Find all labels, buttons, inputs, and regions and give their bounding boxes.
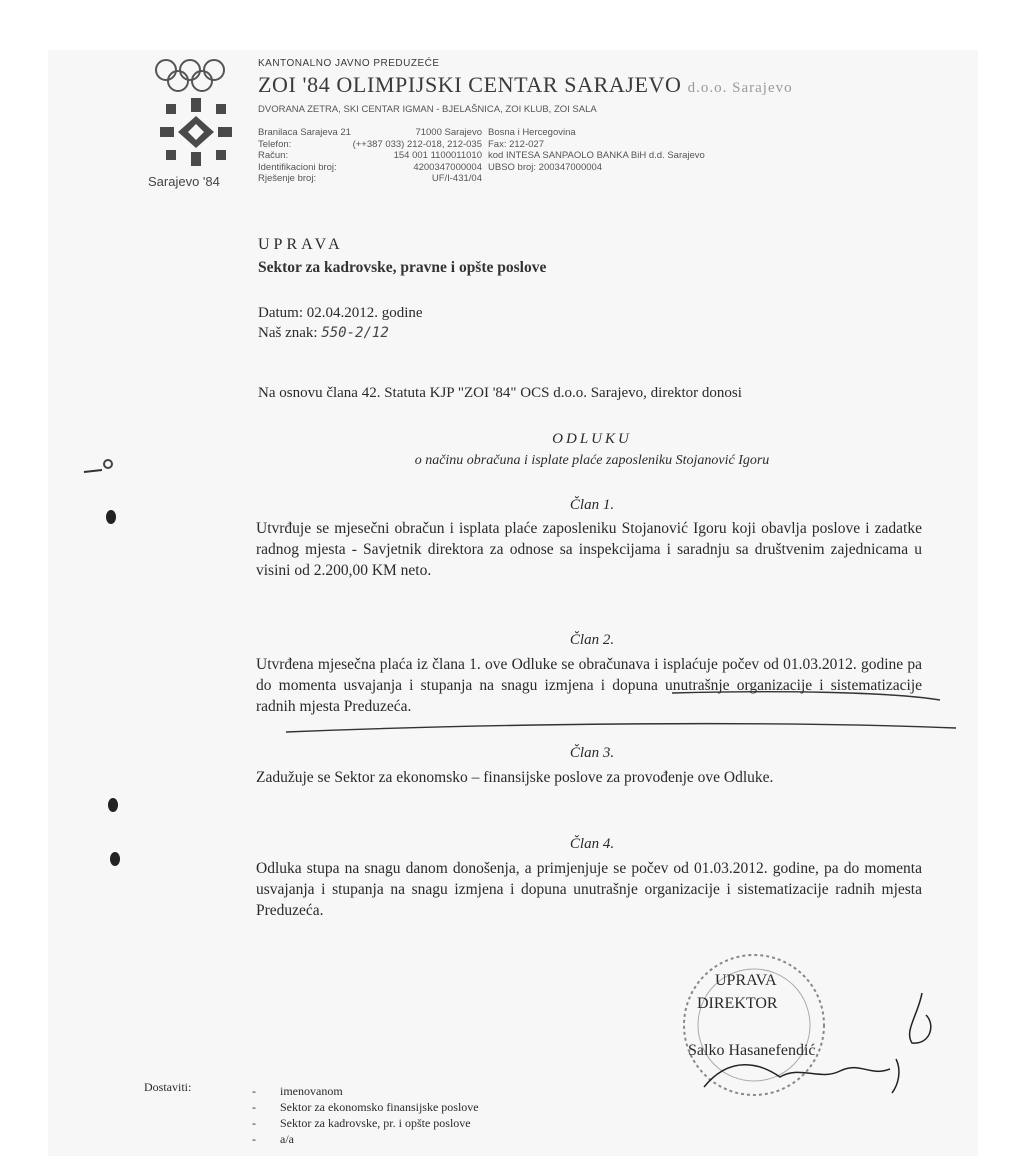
handwritten-signature: [690, 985, 950, 1100]
contact-row: Račun: 154 001 1100011010: [258, 150, 482, 162]
article-1-text: Utvrđuje se mjesečni obračun i isplata plaće zaposleniku Stojanović Igoru koji obavlja poslove i zadatke radnog mjesta - Savjetnik direktora za odnose sa inspekcijama i saradnju sa društvenim zajednicama u visini od 2.200,00 KM neto.: [256, 520, 922, 579]
contact-line: kod INTESA SANPAOLO BANKA BiH d.d. Sarajevo: [488, 150, 705, 162]
list-item: - Sektor za ekonomsko finansijske poslove: [252, 1100, 479, 1114]
contact-line: UBSO broj: 200347000004: [488, 161, 603, 173]
company-type: KANTONALNO JAVNO PREDUZEĆE: [258, 58, 440, 69]
punch-hole: [108, 798, 118, 812]
preamble: Na osnovu člana 42. Statuta KJP "ZOI '84" OCS d.o.o. Sarajevo, direktor donosi: [258, 385, 742, 401]
company-legal-form: d.o.o. Sarajevo: [687, 80, 793, 96]
pen-underline: [280, 684, 960, 740]
list-item: - Sektor za kadrovske, pr. i opšte poslove: [252, 1116, 471, 1130]
binder-mark: [82, 450, 122, 480]
contact-row: Telefon: (++387 033) 212-018, 212-035: [258, 138, 482, 150]
olympic-rings-logo: [152, 56, 232, 96]
sarajevo-84-emblem-icon: [158, 96, 234, 168]
stamp-role: DIREKTOR: [697, 995, 778, 1012]
contact-row: Rješenje broj: UF/I-431/04: [258, 173, 482, 185]
company-venues: DVORANA ZETRA, SKI CENTAR IGMAN - BJELAŠNICA, ZOI KLUB, ZOI SALA: [258, 104, 597, 115]
company-name-main: ZOI '84 OLIMPIJSKI CENTAR SARAJEVO: [258, 72, 682, 97]
document-meta: [258, 303, 423, 343]
contact-line: Fax: 212-027: [488, 138, 544, 150]
reference-label: Naš znak:: [258, 325, 318, 341]
contact-row: Branilaca Sarajeva 21 71000 Sarajevo: [258, 127, 482, 138]
reference-number: [258, 323, 423, 343]
article-2-title: Član 2.: [569, 632, 615, 648]
contact-block-left: [258, 127, 482, 185]
contact-block-right: [488, 127, 705, 173]
list-item: - imenovanom: [252, 1084, 343, 1098]
department-sector: Sektor za kadrovske, pravne i opšte poslove: [258, 259, 547, 276]
punch-hole: [106, 510, 116, 524]
distribution-label: Dostaviti:: [144, 1080, 192, 1094]
article-1-title: Član 1.: [569, 497, 615, 513]
decision-title: ODLUKU: [552, 431, 632, 447]
list-item: - a/a: [252, 1132, 294, 1146]
punch-hole: [110, 852, 120, 866]
contact-row: Identifikacioni broj: 4200347000004: [258, 161, 482, 173]
document-date: Datum: 02.04.2012. godine: [258, 305, 423, 321]
distribution-list: [252, 1083, 479, 1147]
contact-line: Bosna i Hercegovina: [488, 127, 576, 138]
decision-subtitle: o načinu obračuna i isplate plaće zaposleniku Stojanović Igoru: [414, 453, 770, 468]
article-3-text: Zadužuje se Sektor za ekonomsko – finansijske poslove za provođenje ove Odluke.: [256, 769, 774, 786]
stamp-department: UPRAVA: [715, 972, 777, 989]
article-3-title: Član 3.: [569, 745, 615, 761]
article-4-title: Član 4.: [569, 836, 615, 852]
reference-value: 550-2/12: [321, 325, 389, 341]
article-4-text: Odluka stupa na snagu danom donošenja, a primjenjuje se počev od 01.03.2012. godine, pa do momenta usvajanja i stupanja na snagu izmjena i dopuna unutrašnje organizacije i sistematizacije radnih mjesta Preduzeća.: [256, 860, 922, 919]
director-name: Salko Hasanefendić: [688, 1042, 816, 1059]
department-title: UPRAVA: [258, 236, 344, 253]
company-name: [258, 72, 793, 98]
city-label: Sarajevo '84: [148, 174, 220, 189]
article-2-text: Utvrđena mjesečna plaća iz člana 1. ove Odluke se obračunava i isplaćuje počev od 01.03.2012. godine pa do momenta usvajanja i stupanja na snagu izmjena i dopuna unutrašnje organizacije i sistematizacije radnih mjesta Preduzeća.: [256, 656, 922, 715]
